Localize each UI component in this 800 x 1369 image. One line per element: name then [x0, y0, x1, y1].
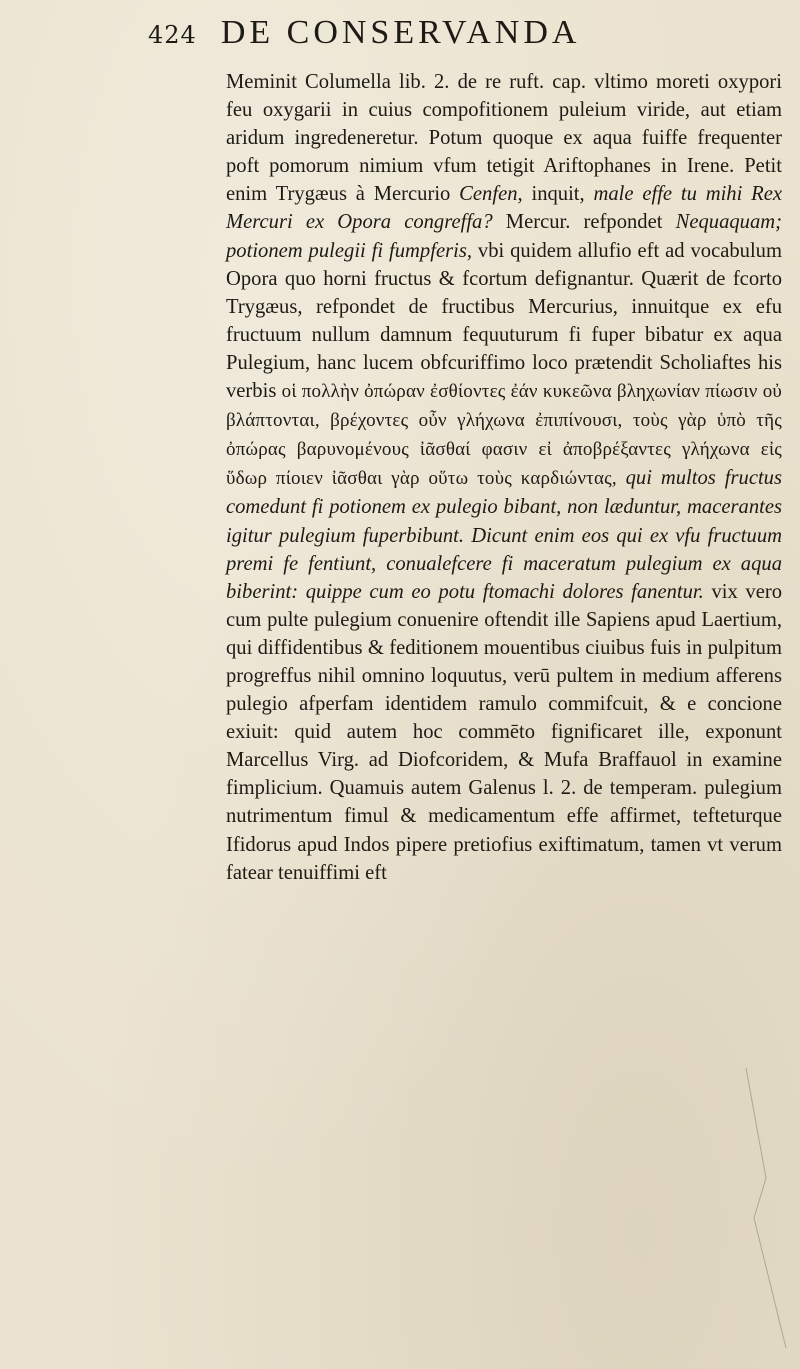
text-segment: inquit, — [531, 183, 594, 206]
running-title: DE CONSERVANDA — [220, 14, 581, 51]
text-segment-italic: Cenfen, — [459, 183, 532, 206]
text-segment: Mercur. refpondet — [505, 211, 676, 234]
text-segment: vix vero cum pulte pulegium conuenire oftendit ille Sapiens apud Laertium, qui diffidentibus & feditionem mouentibus ciuibus fuis in pulpitum progreffus nihil omnino loquutus, verū pultem in medium afferens pulegio afperfam identidem ramulo commifcuit, & e concione exiuit: quid autem hoc commēto fignificaret ille, exponunt Marcellus Virg. ad Diofcoridem, & Mufa Braffauol in examine fimplicium. Quamuis autem Galenus l. 2. de temperam. pulegium nutrimentum fimul & medicamentum effe affirmet, tefteturque Ifidorus apud Indos pipere pretiofius exiftimatum, tamen vt verum fatear tenuiffimi eft — [226, 580, 782, 884]
running-header — [148, 14, 768, 52]
page-number: 424 — [148, 21, 197, 49]
text-segment: Meminit Columella lib. 2. de re ruft. cap. vltimo moreti oxypori feu oxygarii in cuius compofitionem puleium viride, aut etiam aridum ingredeneretur. Potum quoque ex aqua fuiffe frequenter poft pomorum nimium vfum tetigit Ariftophanes in Irene. Petit enim Trygæus à Mercurio — [226, 71, 782, 206]
text-segment-italic: Nequaquam; potionem pulegii fi fumpferis, — [226, 211, 782, 262]
body-text — [226, 68, 782, 887]
text-segment: vbi quidem allufio eft ad vocabulum Opora quo horni fructus & fcortum defignantur. Quærit de fcorto Trygæus, refpondet de fructibus Mercurius, innuitque ex efu fructuum nullum damnum fequuturum fi fuper bibatur ex aqua Pulegium, hanc lucem obfcuriffimo loco prætendit Scholiaftes his verbis — [226, 239, 783, 403]
text-segment-italic: male effe tu mihi Rex Mercuri ex Opora congreffa? — [226, 183, 782, 234]
pencil-mark — [736, 1058, 796, 1358]
greek-quotation: οἱ πολλὴν ὀπώραν ἐσθίοντες ἐάν κυκεῶνα βληχωνίαν πίωσιν οὐ βλάπτονται, βρέχοντες οὖν γλήχωνα ἐπιπίνουσι, τοὺς γὰρ ὑπὸ τῆς ὀπώρας βαρυνομένους ἰᾶσθαί φασιν εἰ ἀποβρέξαντες γλήχωνα εἰς ὕδωρ πίοιεν ἰᾶσθαι γὰρ οὕτω τοὺς καρδιώντας, — [226, 381, 782, 490]
latin-translation: qui multos fructus comedunt fi potionem ex pulegio bibant, non læduntur, macerantes igitur pulegium fuperbibunt. Dicunt enim eos qui ex vfu fructuum premi fe fentiunt, conualefcere fi maceratum pulegium ex aqua biberint: quippe cum eo potu ftomachi dolores fanentur. — [226, 467, 782, 603]
